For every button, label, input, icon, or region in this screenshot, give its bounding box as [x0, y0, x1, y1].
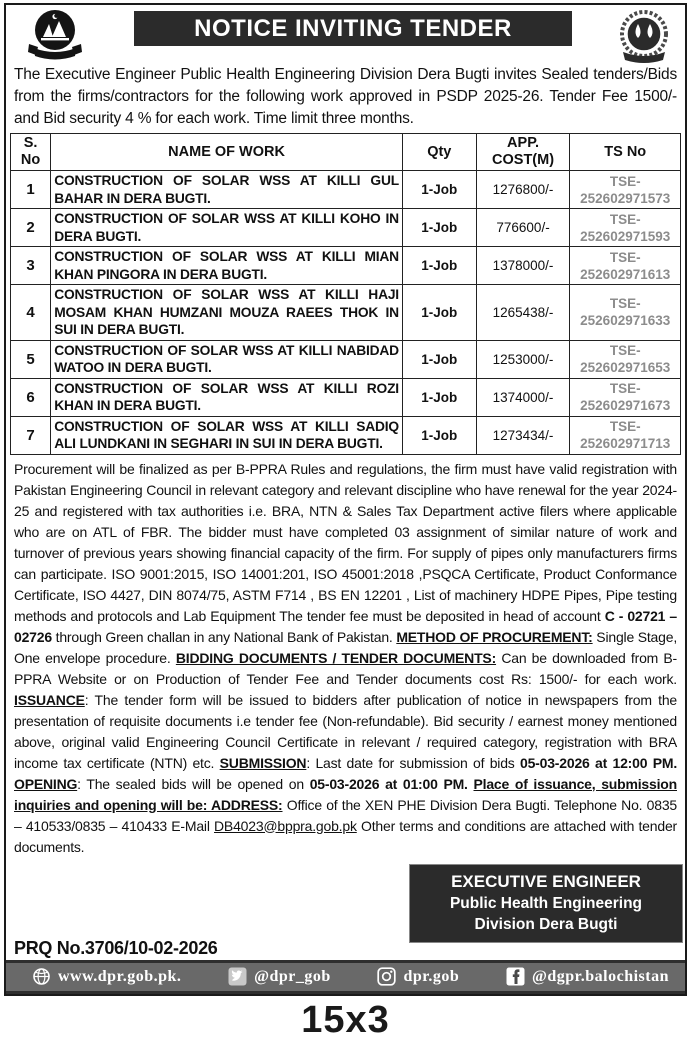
- cell-quantity: 1-Job: [402, 171, 476, 209]
- cell-ts-number: [570, 209, 681, 247]
- body-text-segment: BIDDING DOCUMENTS / TENDER DOCUMENTS:: [175, 649, 497, 666]
- ts-digits: 252602971713: [580, 436, 671, 451]
- body-text-segment: C - 02721 – 02726: [14, 607, 677, 645]
- ts-digits: 252602971613: [580, 266, 671, 282]
- tender-notice-page: [0, 3, 691, 1041]
- body-text-segment: SUBMISSION: [219, 754, 307, 771]
- body-text-segment: Office of the XEN PHE Division Dera Bugti. Telephone No. 0835 – 410533/0835 – 410433 E-Mail: [14, 796, 677, 834]
- twitter-link[interactable]: [228, 967, 331, 986]
- tender-notice: [4, 3, 687, 996]
- instagram-handle-label: dpr.gob: [403, 967, 460, 985]
- table-row: [11, 378, 681, 416]
- ts-digits: 252602971653: [580, 360, 671, 375]
- publicity-footer-bar: [6, 960, 685, 994]
- cell-work-name: CONSTRUCTION OF SOLAR WSS AT KILLI GUL BAHAR IN DERA BUGTI.: [51, 171, 403, 209]
- instagram-icon: [377, 967, 396, 986]
- table-row: [11, 285, 681, 341]
- cell-ts-number: [570, 340, 681, 378]
- ts-prefix: TSE-: [609, 419, 641, 434]
- cell-ts-number: [570, 247, 681, 285]
- cell-approx-cost: 1253000/-: [476, 340, 570, 378]
- balochistan-emblem-logo: [26, 8, 84, 67]
- cell-quantity: 1-Job: [402, 416, 476, 454]
- ts-prefix: TSE-: [609, 343, 641, 358]
- cell-ts-number: [570, 285, 681, 341]
- notice-title-bar: [134, 11, 572, 46]
- ts-digits: 252602971573: [580, 190, 671, 206]
- ad-size-tag: 15x3: [301, 998, 390, 1041]
- globe-icon: [32, 967, 51, 986]
- body-text-segment: Place of issuance, submission inquiries and opening will be: ADDRESS:: [14, 775, 677, 813]
- cell-serial-number: 5: [11, 340, 51, 378]
- cell-quantity: 1-Job: [402, 378, 476, 416]
- cell-work-name: CONSTRUCTION OF SOLAR WSS AT KILLI MIAN KHAN PINGORA IN DERA BUGTI.: [51, 247, 403, 285]
- ts-digits: 252602971673: [580, 398, 671, 413]
- body-text-segment: METHOD OF PROCUREMENT:: [396, 628, 593, 645]
- cell-approx-cost: 776600/-: [476, 209, 570, 247]
- cell-quantity: 1-Job: [402, 285, 476, 341]
- cell-approx-cost: 1374000/-: [476, 378, 570, 416]
- table-row: [11, 247, 681, 285]
- email-link[interactable]: DB4023@bppra.gob.pk: [214, 817, 357, 834]
- emblem-icon: [613, 9, 675, 67]
- cell-approx-cost: 1378000/-: [476, 247, 570, 285]
- table-row: [11, 209, 681, 247]
- column-header-s-no: S. No: [11, 134, 51, 171]
- twitter-icon: [228, 967, 247, 986]
- body-text-segment: through Green challan in any National Bank of Pakistan.: [51, 628, 397, 645]
- notice-title: NOTICE INVITING TENDER: [194, 14, 512, 42]
- body-text-segment: Can be downloaded from B-PPRA Website or on Production of Tender Fee and Tender documents cost Rs: 1500/- for each work.: [14, 649, 678, 687]
- cell-work-name: CONSTRUCTION OF SOLAR WSS AT KILLI KOHO IN DERA BUGTI.: [51, 209, 403, 247]
- cell-serial-number: 4: [11, 285, 51, 341]
- cell-quantity: 1-Job: [402, 209, 476, 247]
- cell-serial-number: 2: [11, 209, 51, 247]
- body-text-segment: Other terms and conditions are attached with tender documents.: [14, 817, 677, 855]
- cell-approx-cost: 1273434/-: [476, 416, 570, 454]
- ts-prefix: TSE-: [609, 381, 641, 396]
- body-text-segment: OPENING: [14, 775, 78, 792]
- signatory-division: Division Dera Bugti: [474, 915, 618, 933]
- facebook-link[interactable]: [506, 967, 669, 986]
- column-header-qty: Qty: [402, 134, 476, 171]
- facebook-handle-label: @dgpr.balochistan: [531, 967, 669, 985]
- website-link[interactable]: [32, 967, 181, 986]
- prq-number: PRQ No.3706/10-02-2026: [14, 937, 218, 958]
- column-header-name-of-work: NAME OF WORK: [51, 134, 403, 171]
- cell-work-name: CONSTRUCTION OF SOLAR WSS AT KILLI ROZI KHAN IN DERA BUGTI.: [51, 378, 403, 416]
- cell-serial-number: 1: [11, 171, 51, 209]
- phe-emblem-logo: [613, 9, 675, 72]
- table-row: [11, 340, 681, 378]
- cell-quantity: 1-Job: [402, 340, 476, 378]
- website-label: www.dpr.gob.pk.: [58, 967, 182, 985]
- table-header-row: [11, 134, 681, 171]
- notice-header: [6, 5, 685, 63]
- column-header-app-cost: APP. COST(M): [476, 134, 570, 171]
- body-text-segment: : The sealed bids will be opened on: [77, 775, 310, 792]
- signature-box: [409, 864, 683, 943]
- ts-prefix: TSE-: [609, 249, 641, 265]
- cell-serial-number: 3: [11, 247, 51, 285]
- cell-work-name: CONSTRUCTION OF SOLAR WSS AT KILLI HAJI MOSAM KHAN HUMZANI MOUZA RAEES THOK IN SUI IN DERA BUGTI.: [51, 285, 403, 341]
- instagram-link[interactable]: [377, 967, 459, 986]
- procurement-terms-paragraph: [6, 455, 685, 860]
- table-row: [11, 416, 681, 454]
- cell-ts-number: [570, 416, 681, 454]
- cell-work-name: CONSTRUCTION OF SOLAR WSS AT KILLI SADIQ ALI LUNDKANI IN SEGHARI IN SUI IN DERA BUGTI.: [51, 416, 403, 454]
- ts-prefix: TSE-: [609, 296, 641, 312]
- ts-prefix: TSE-: [609, 173, 641, 189]
- emblem-icon: [26, 8, 84, 62]
- body-text-segment: 05-03-2026 at 12:00 PM.: [520, 754, 678, 771]
- notice-bottom-section: [6, 860, 685, 960]
- body-text-segment: : Last date for submission of bids: [306, 754, 520, 771]
- ts-digits: 252602971633: [580, 313, 671, 329]
- tender-works-table: [10, 133, 681, 455]
- cell-ts-number: [570, 171, 681, 209]
- intro-paragraph: The Executive Engineer Public Health Engineering Division Dera Bugti invites Sealed tenders/Bids from the firms/contractors for the following work approved in PSDP 2025-26. Tender Fee 1500/- and Bid security 4 % for each work. Time limit three months.: [14, 66, 677, 127]
- ts-digits: 252602971593: [580, 228, 671, 244]
- facebook-icon: [506, 967, 525, 986]
- cell-quantity: 1-Job: [402, 247, 476, 285]
- body-text-segment: Procurement will be finalized as per B-PPRA Rules and regulations, the firm must have valid registration with Pakistan Engineering Council in relevant category and relevant discipline who have renewal for the year 2024-25 and registered with tax authorities i.e. BRA, NTN & Sales Tax Department active filers where applicable who are on ATL of FBR. The bidder must have completed 03 assignment of similar nature of work and turnover of previous years showing financial capacity of the firm. For supply of pipes only manufacturers firms can participate. ISO 9001:2015, ISO 14001:201, ISO 45001:2018 ,PSQCA Certificate, Product Conformance Certificate, ISO 4427, DIN 8074/75, ASTM F714 , BS EN 12201 , List of machinery HDPE Pipes, Pipe testing methods and protocols and Lab Equipment The tender fee must be deposited in head of account: [14, 460, 677, 624]
- column-header-ts-no: TS No: [570, 134, 681, 171]
- table-row: [11, 171, 681, 209]
- body-text-segment: Single Stage, One envelope procedure.: [14, 628, 678, 666]
- body-text-segment: : The tender form will be issued to bidders after publication of notice in newspapers from the presentation of requisite documents i.e tender fee (Non-refundable). Bid security / earnest money mentioned above, original valid Engineering Council Certificate in relevant / required category, registration with BRA income tax certificate (NTN) etc.: [14, 691, 677, 771]
- cell-approx-cost: 1276800/-: [476, 171, 570, 209]
- cell-approx-cost: 1265438/-: [476, 285, 570, 341]
- body-text-segment: ISSUANCE: [14, 691, 85, 708]
- cell-serial-number: 6: [11, 378, 51, 416]
- body-text-segment: 05-03-2026 at 01:00 PM.: [309, 775, 468, 792]
- cell-serial-number: 7: [11, 416, 51, 454]
- signatory-department: Public Health Engineering: [449, 894, 643, 912]
- signatory-title: EXECUTIVE ENGINEER: [451, 871, 641, 891]
- twitter-handle-label: @dpr_gob: [254, 967, 331, 985]
- ts-prefix: TSE-: [609, 211, 641, 227]
- cell-work-name: CONSTRUCTION OF SOLAR WSS AT KILLI NABIDAD WATOO IN DERA BUGTI.: [51, 340, 403, 378]
- cell-ts-number: [570, 378, 681, 416]
